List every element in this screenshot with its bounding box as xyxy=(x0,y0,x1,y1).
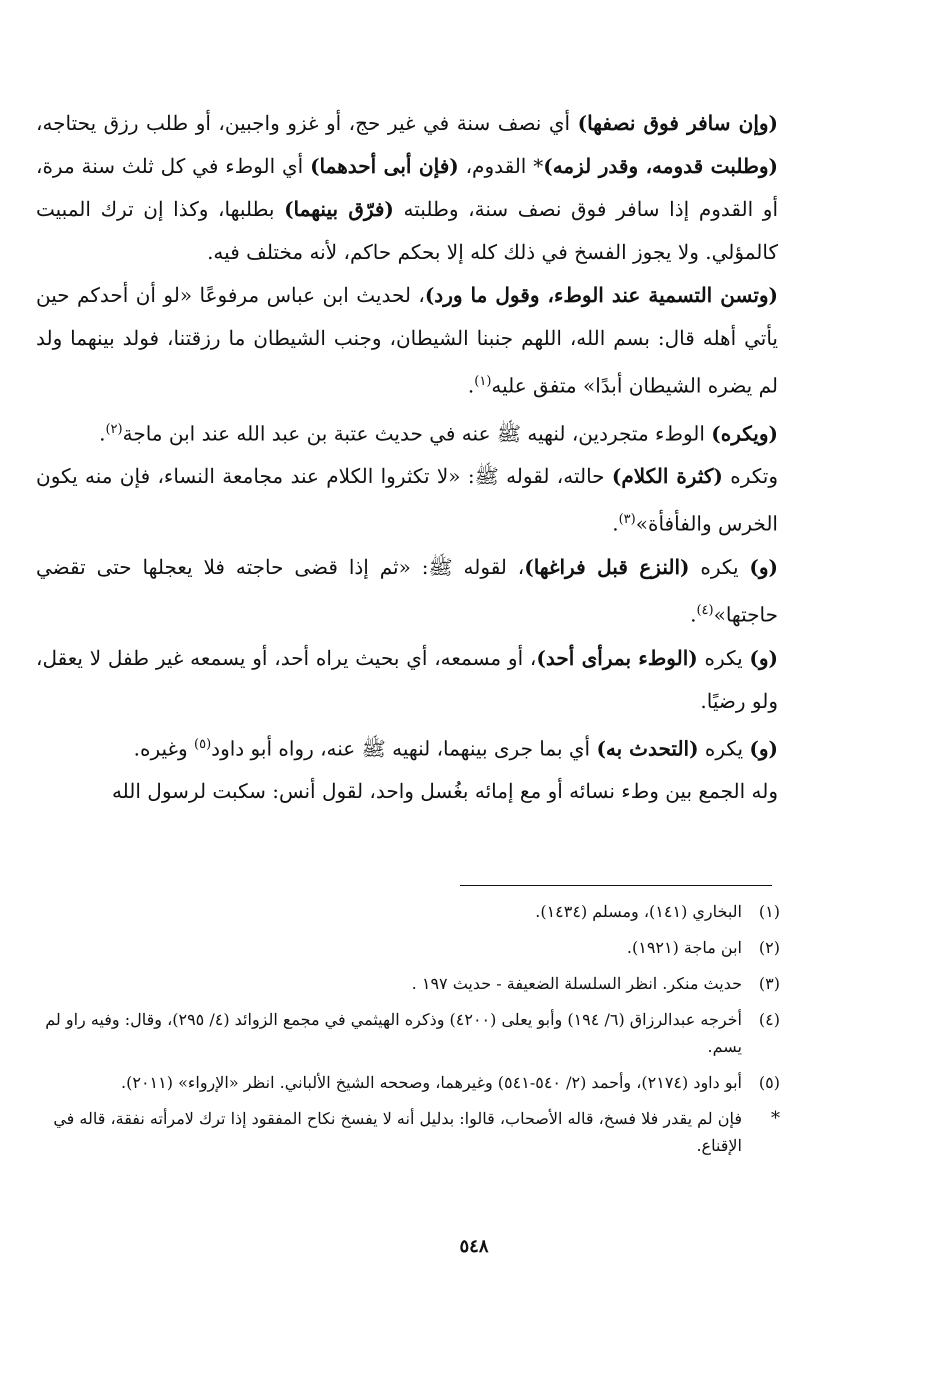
footnote-text: البخاري (١٤١)، ومسلم (١٤٣٤). xyxy=(535,902,742,921)
footnote-3 xyxy=(28,970,780,997)
footnote-divider xyxy=(460,885,772,886)
paragraph-4: وتكره (كثرة الكلام) حالته، لقوله ﷺ: «لا تكثروا الكلام عند مجامعة النساء، فإن منه يكون الخرس والفأفأة»$^{(٣)}$. xyxy=(36,464,779,536)
paragraph-1: (وإن سافر فوق نصفها) أي نصف سنة في غير حج، أو غزو واجبين، أو طلب رزق يحتاجه، (وطلبت قدومه، وقدر لزمه)* القدوم، (فإن أبى أحدهما) أي الوطء في كل ثلث سنة مرة، أو القدوم إذا سافر فوق نصف سنة، وطلبته (فرّق بينهما) بطلبها، وكذا إن ترك المبيت كالمؤلي. ولا يجوز الفسخ في ذلك كله إلا بحكم حاكم، لأنه مختلف فيه. xyxy=(36,111,779,264)
paragraph-5: (و) يكره (النزع قبل فراغها)، لقوله ﷺ: «ثم إذا قضى حاجته فلا يعجلها حتى تقضي حاجتها»$^{(٤)}$. xyxy=(36,554,779,627)
paragraph-3: (ويكره) الوطء متجردين، لنهيه ﷺ عنه في حديث عتبة بن عبد الله عند ابن ماجة$^{(٢)}$. xyxy=(99,421,778,446)
footnote-4 xyxy=(28,1006,780,1060)
footnote-text: أبو داود (٢١٧٤)، وأحمد (٢/ ٥٤٠-٥٤١) وغيرهما، وصححه الشيخ الألباني. انظر «الإرواء» (٢٠١١). xyxy=(121,1073,742,1092)
footnote-star xyxy=(28,1105,780,1159)
footnote-number: (٣) xyxy=(758,974,780,993)
footnote-text: فإن لم يقدر فلا فسخ، قاله الأصحاب، قالوا: بدليل أنه لا يفسخ نكاح المفقود إذا ترك لامرأته نفقة، قاله في الإقناع. xyxy=(53,1109,742,1155)
footnote-number: (٢) xyxy=(758,938,780,957)
paragraph-2: (وتسن التسمية عند الوطء، وقول ما ورد)، لحديث ابن عباس مرفوعًا «لو أن أحدكم حين يأتي أهله قال: بسم الله، اللهم جنبنا الشيطان، وجنب الشيطان ما رزقتنا، فولد بينهما ولد لم يضره الشيطان أبدًا» متفق عليه$^{(١)}$. xyxy=(36,283,779,398)
footnote-text: حديث منكر. انظر السلسلة الضعيفة - حديث ١٩٧ . xyxy=(411,974,742,993)
footnote-text: أخرجه عبدالرزاق (٦/ ١٩٤) وأبو يعلى (٤٢٠٠) وذكره الهيثمي في مجمع الزوائد (٤/ ٢٩٥)، وقال: وفيه راو لم يسم. xyxy=(45,1010,742,1056)
paragraph-6: (و) يكره (الوطء بمرأى أحد)، أو مسمعه، أي بحيث يراه أحد، أو يسمعه غير طفل لا يعقل، ولو رضيًا. xyxy=(36,645,778,713)
footnote-1 xyxy=(28,898,780,925)
footnote-5 xyxy=(28,1069,780,1096)
footnote-asterisk: * xyxy=(771,1108,780,1129)
footnote-number: (١) xyxy=(758,902,780,921)
footnote-2 xyxy=(28,934,780,961)
footnotes xyxy=(28,898,780,1168)
footnote-number: (٥) xyxy=(758,1073,780,1092)
paragraph-7: (و) يكره (التحدث به) أي بما جرى بينهما، لنهيه ﷺ عنه، رواه أبو داود$^{(٥)}$ وغيره. xyxy=(133,736,778,761)
footnote-text: ابن ماجة (١٩٢١). xyxy=(626,938,742,957)
page-number: ٥٤٨ xyxy=(459,1236,489,1257)
paragraph-8: وله الجمع بين وطء نسائه أو مع إمائه بغُسل واحد، لقول أنس: سكبت لرسول الله xyxy=(111,779,778,804)
main-text xyxy=(36,102,778,813)
footnote-number: (٤) xyxy=(758,1010,780,1029)
